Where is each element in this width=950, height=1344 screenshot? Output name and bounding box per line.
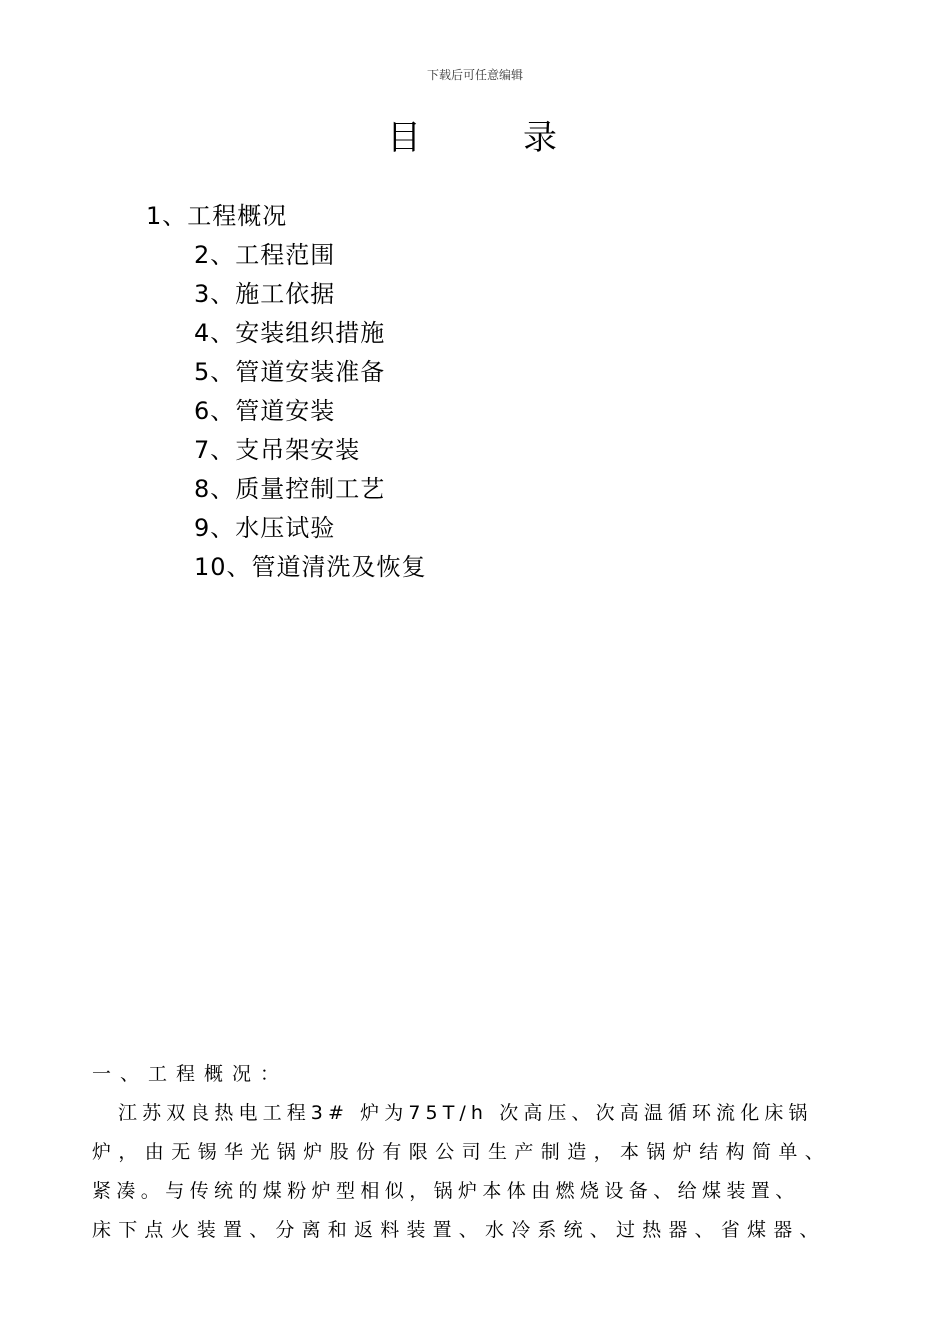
toc-item-separator: 、	[210, 397, 236, 425]
toc-item-separator: 、	[210, 358, 236, 386]
toc-item	[194, 552, 427, 582]
toc-item-separator: 、	[210, 436, 236, 464]
header-note: 下载后可任意编辑	[426, 68, 523, 82]
toc-item-separator: 、	[210, 280, 236, 308]
toc-item-text: 管道安装	[235, 397, 336, 425]
toc-item	[194, 435, 360, 465]
toc-item-separator: 、	[210, 514, 236, 542]
paragraph-line: 床下点火装置、分离和返料装置、水冷系统、过热器、省煤器、	[92, 1219, 826, 1241]
toc-item-text: 工程范围	[235, 241, 336, 269]
toc-item	[194, 318, 385, 348]
toc-item	[194, 357, 385, 387]
toc-item-separator: 、	[210, 475, 236, 503]
toc-item-text: 安装组织措施	[235, 319, 386, 347]
toc-item-number: 10	[194, 553, 227, 581]
toc-item-text: 管道清洗及恢复	[251, 553, 427, 581]
title-char-a: 目	[387, 118, 421, 158]
toc-item-separator: 、	[210, 319, 236, 347]
toc-item-text: 管道安装准备	[235, 358, 386, 386]
toc-item-number: 4	[194, 319, 211, 347]
toc-item-number: 1	[146, 202, 163, 230]
toc-item-number: 3	[194, 280, 211, 308]
toc-item-separator: 、	[210, 241, 236, 269]
paragraph-line: 炉，由无锡华光锅炉股份有限公司生产制造，本锅炉结构简单、	[92, 1141, 832, 1163]
toc-item-number: 9	[194, 514, 211, 542]
toc-item-number: 5	[194, 358, 211, 386]
toc-item-number: 2	[194, 241, 211, 269]
document-title	[387, 118, 557, 158]
toc-item-number: 6	[194, 397, 211, 425]
toc-item	[194, 513, 335, 543]
toc-item-separator: 、	[226, 553, 252, 581]
toc-item-number: 7	[194, 436, 211, 464]
toc-item	[194, 240, 335, 270]
section-heading: 一、工程概况：	[92, 1063, 289, 1085]
paragraph-line: 江苏双良热电工程3# 炉为75T/h 次高压、次高温循环流化床锅	[118, 1102, 813, 1124]
toc-item	[194, 396, 335, 426]
toc-item-text: 施工依据	[235, 280, 336, 308]
title-char-b: 录	[523, 118, 557, 158]
toc-item	[194, 474, 385, 504]
toc-item	[194, 279, 335, 309]
toc-item-text: 工程概况	[187, 202, 288, 230]
paragraph-line: 紧凑。与传统的煤粉炉型相似，锅炉本体由燃烧设备、给煤装置、	[92, 1180, 800, 1202]
toc-item-text: 水压试验	[235, 514, 336, 542]
toc-item	[146, 201, 287, 231]
toc-item-text: 质量控制工艺	[235, 475, 386, 503]
toc-item-text: 支吊架安装	[235, 436, 361, 464]
toc-item-separator: 、	[162, 202, 188, 230]
toc-item-number: 8	[194, 475, 211, 503]
